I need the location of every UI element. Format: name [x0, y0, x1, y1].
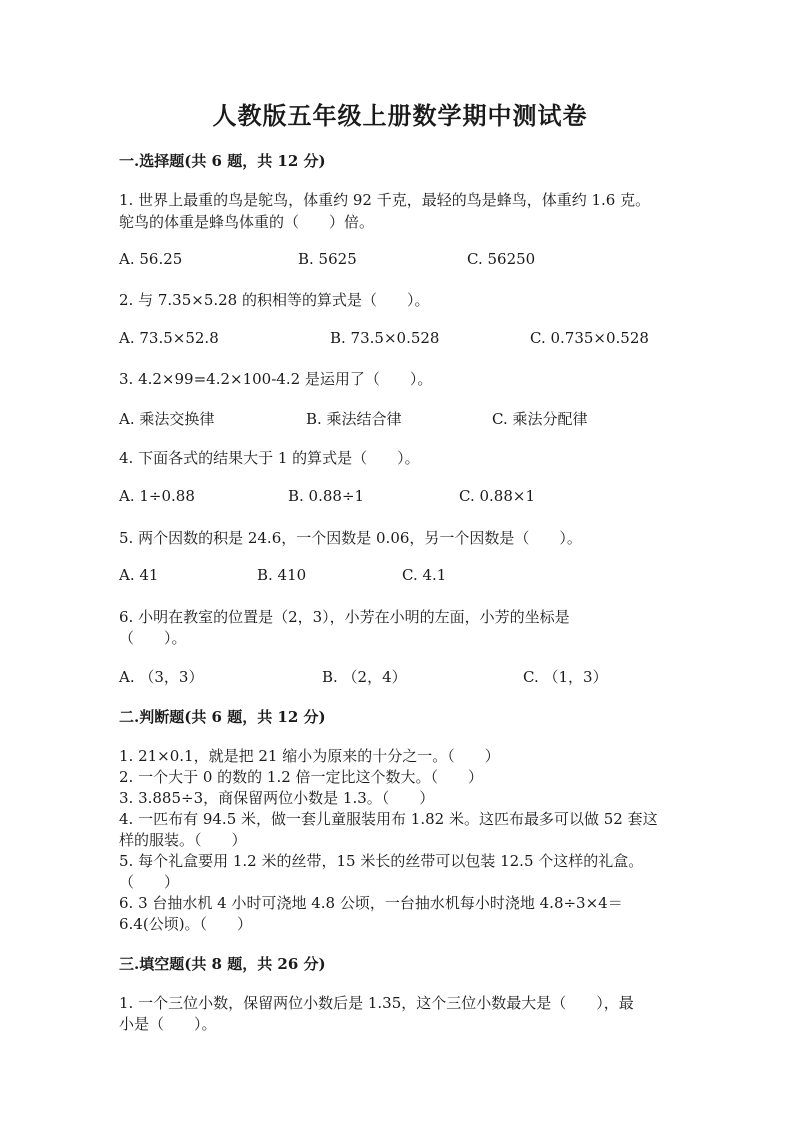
question-3-option-c: C. 乘法分配律	[492, 410, 588, 428]
question-6-line-2: （ ）。	[119, 629, 187, 647]
question-2-line-1: 2. 与 7.35×5.28 的积相等的算式是（ ）。	[119, 291, 430, 309]
section-heading-choice: 一.选择题(共 6 题，共 12 分)	[119, 152, 326, 170]
question-5-line-1: 5. 两个因数的积是 24.6，一个因数是 0.06，另一个因数是（ ）。	[119, 529, 582, 547]
judgement-line: （ ）	[119, 873, 180, 891]
section-heading-fill-blank: 三.填空题(共 8 题，共 26 分)	[119, 955, 326, 973]
judgement-line: 5. 每个礼盒要用 1.2 米的丝带，15 米长的丝带可以包装 12.5 个这样的礼盒。	[119, 852, 644, 870]
question-1-line-1: 1. 世界上最重的鸟是鸵鸟，体重约 92 千克，最轻的鸟是蜂鸟，体重约 1.6 克。	[119, 191, 651, 209]
question-1-line-2: 鸵鸟的体重是蜂鸟体重的（ ）倍。	[119, 213, 375, 231]
question-6-option-a: A. （3，3）	[119, 668, 204, 686]
judgement-line: 6.4(公顷)。（ ）	[119, 915, 253, 933]
question-5-option-b: B. 410	[257, 566, 307, 584]
question-3-option-b: B. 乘法结合律	[306, 410, 402, 428]
judgement-line: 4. 一匹布有 94.5 米，做一套儿童服装用布 1.82 米。这匹布最多可以做 52 套这	[119, 810, 658, 828]
question-3-option-a: A. 乘法交换律	[119, 410, 215, 428]
question-6-option-c: C. （1，3）	[523, 668, 608, 686]
question-2-option-b: B. 73.5×0.528	[330, 329, 440, 347]
question-1-option-b: B. 5625	[298, 250, 357, 268]
fill-question-1-line-1: 1. 一个三位小数，保留两位小数后是 1.35，这个三位小数最大是（ ），最	[119, 994, 634, 1012]
fill-question-1-line-2: 小是（ ）。	[119, 1015, 217, 1033]
question-2-option-c: C. 0.735×0.528	[530, 329, 649, 347]
question-4-option-c: C. 0.88×1	[459, 487, 535, 505]
judgement-line: 3. 3.885÷3，商保留两位小数是 1.3。（ ）	[119, 789, 435, 807]
question-4-line-1: 4. 下面各式的结果大于 1 的算式是（ ）。	[119, 449, 420, 467]
judgement-line: 6. 3 台抽水机 4 小时可浇地 4.8 公顷，一台抽水机每小时浇地 4.8÷3×4＝	[119, 894, 623, 912]
question-5-option-c: C. 4.1	[402, 566, 447, 584]
question-6-option-b: B. （2，4）	[322, 668, 407, 686]
judgement-line: 1. 21×0.1，就是把 21 缩小为原来的十分之一。（ ）	[119, 747, 500, 765]
question-1-option-c: C. 56250	[467, 250, 536, 268]
question-5-option-a: A. 41	[119, 566, 159, 584]
question-3-line-1: 3. 4.2×99=4.2×100-4.2 是运用了（ ）。	[119, 370, 433, 388]
question-1-option-a: A. 56.25	[119, 250, 183, 268]
judgement-line: 2. 一个大于 0 的数的 1.2 倍一定比这个数大。（ ）	[119, 768, 484, 786]
question-4-option-b: B. 0.88÷1	[288, 487, 365, 505]
question-2-option-a: A. 73.5×52.8	[119, 329, 219, 347]
question-6-line-1: 6. 小明在教室的位置是（2，3），小芳在小明的左面，小芳的坐标是	[119, 608, 570, 626]
page-title: 人教版五年级上册数学期中测试卷	[212, 101, 588, 130]
section-heading-judgement: 二.判断题(共 6 题，共 12 分)	[119, 708, 326, 726]
question-4-option-a: A. 1÷0.88	[119, 487, 195, 505]
judgement-line: 样的服装。（ ）	[119, 831, 247, 849]
